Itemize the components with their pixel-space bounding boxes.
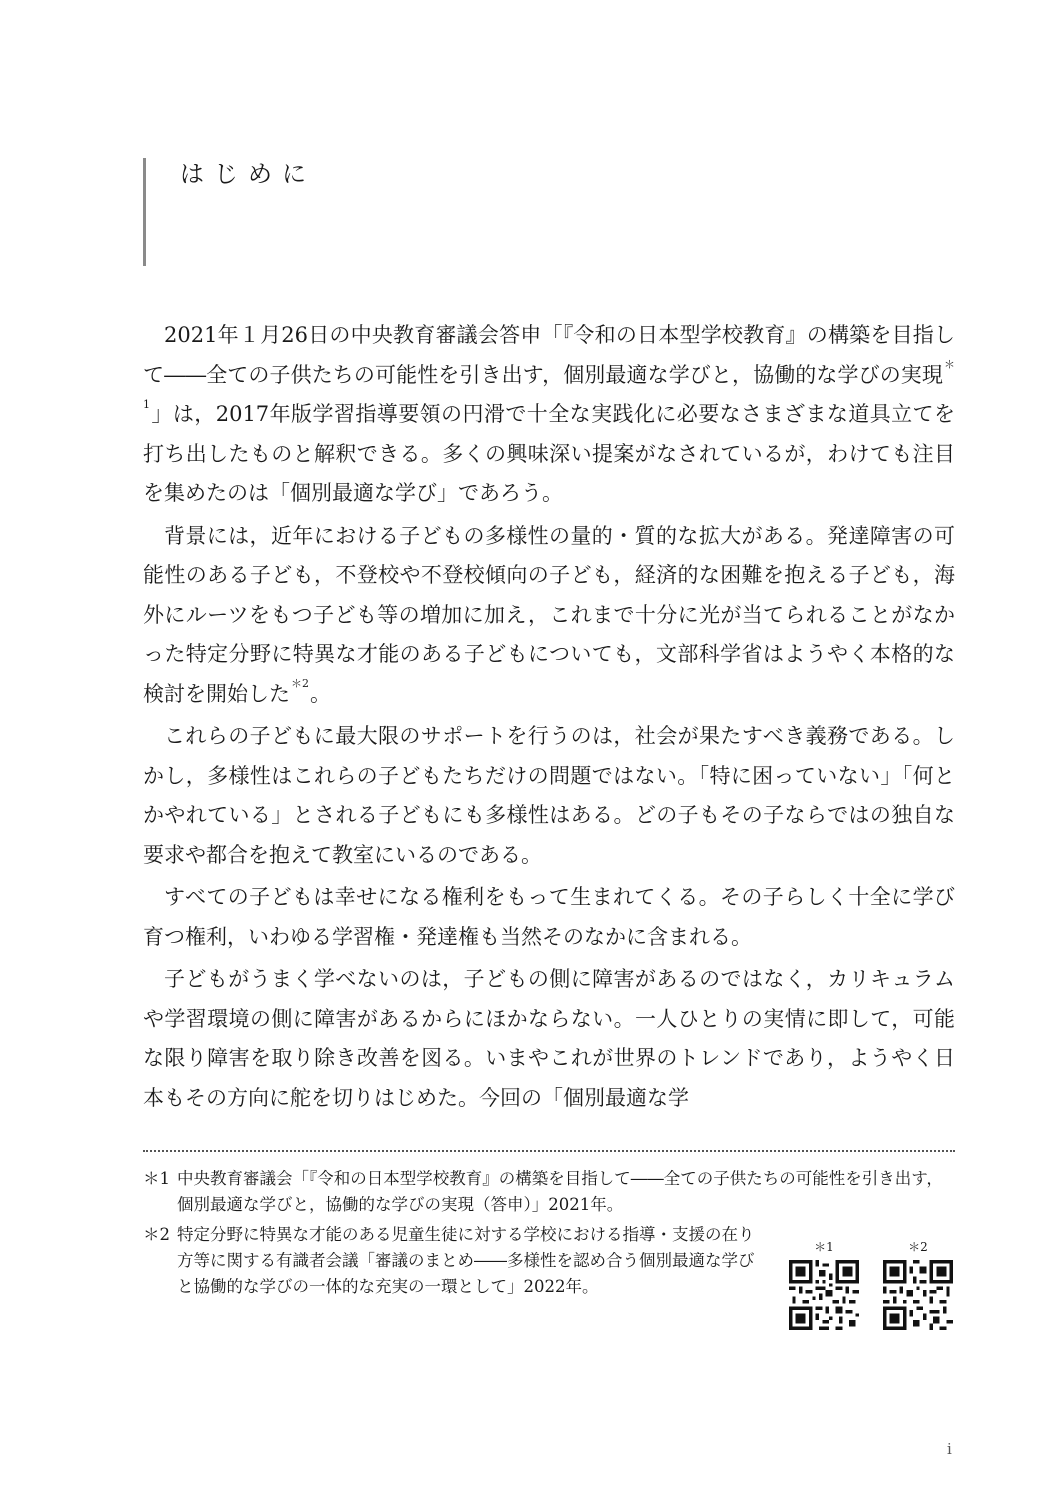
qr-label: ＊1 bbox=[814, 1240, 834, 1254]
paragraph: 2021年１月26日の中央教育審議会答申「『令和の日本型学校教育』の構築を目指して――全ての子供たちの可能性を引き出す，個別最適な学びと，協働的な学びの実現$^{*1}$」は，2017年版学習指導要領の円滑で十全な実践化に必要なさまざまな道具立てを打ち出したものと解釈できる。多くの興味深い提案がなされているが，わけても注目を集めたのは「個別最適な学び」であろう。 bbox=[143, 323, 955, 505]
body-text bbox=[143, 316, 955, 1121]
qr-block-2[interactable] bbox=[882, 1240, 954, 1334]
footnote-mark: ＊2 bbox=[143, 1225, 170, 1244]
footnote-mark: ＊1 bbox=[143, 1169, 170, 1188]
page-heading: はじめに bbox=[180, 160, 316, 188]
qr-block-1[interactable] bbox=[788, 1240, 860, 1334]
page-number: i bbox=[947, 1440, 952, 1458]
paragraph: これらの子どもに最大限のサポートを行うのは，社会が果たすべき義務である。しかし，多様性はこれらの子どもたちだけの問題ではない。「特に困っていない」「何とかやれている」とされる子どもにも多様性はある。どの子もその子ならではの独自な要求や都合を抱えて教室にいるのである。 bbox=[143, 724, 955, 867]
footnote-ref[interactable]: ＊1 bbox=[143, 358, 955, 411]
paragraph: すべての子どもは幸せになる権利をもって生まれてくる。その子らしく十全に学び育つ権利，いわゆる学習権・発達権も当然そのなかに含まれる。 bbox=[143, 885, 955, 949]
footnote-text: 特定分野に特異な才能のある児童生徒に対する学校における指導・支援の在り方等に関する有識者会議「審議のまとめ――多様性を認め合う個別最適な学びと協働的な学びの一体的な充実の一環として」2022年。 bbox=[177, 1225, 755, 1296]
footnote-1 bbox=[143, 1166, 955, 1218]
footnote-ref[interactable]: ＊2 bbox=[291, 677, 309, 691]
paragraph: 子どもがうまく学べないのは，子どもの側に障害があるのではなく，カリキュラムや学習環境の側に障害があるからにほかならない。一人ひとりの実情に即して，可能な限り障害を取り除き改善を図る。いまやこれが世界のトレンドであり，ようやく日本もその方向に舵を切りはじめた。今回の「個別最適な学 bbox=[143, 967, 955, 1110]
footnote-divider bbox=[143, 1150, 955, 1152]
heading-accent-bar bbox=[143, 158, 146, 266]
qr-code-icon[interactable] bbox=[789, 1260, 859, 1330]
footnote-text: 中央教育審議会「『令和の日本型学校教育』の構築を目指して――全ての子供たちの可能性を引き出す，個別最適な学びと，協働的な学びの実現（答申）」2021年。 bbox=[177, 1169, 943, 1214]
paragraph: 背景には，近年における子どもの多様性の量的・質的な拡大がある。発達障害の可能性のある子ども，不登校や不登校傾向の子ども，経済的な困難を抱える子ども，海外にルーツをもつ子ども等の増加に加え，これまで十分に光が当てられることがなかった特定分野に特異な才能のある子どもについても，文部科学省はようやく本格的な検討を開始した$^{*2}$。 bbox=[143, 523, 955, 706]
qr-code-icon[interactable] bbox=[883, 1260, 953, 1330]
qr-label: ＊2 bbox=[908, 1240, 928, 1254]
